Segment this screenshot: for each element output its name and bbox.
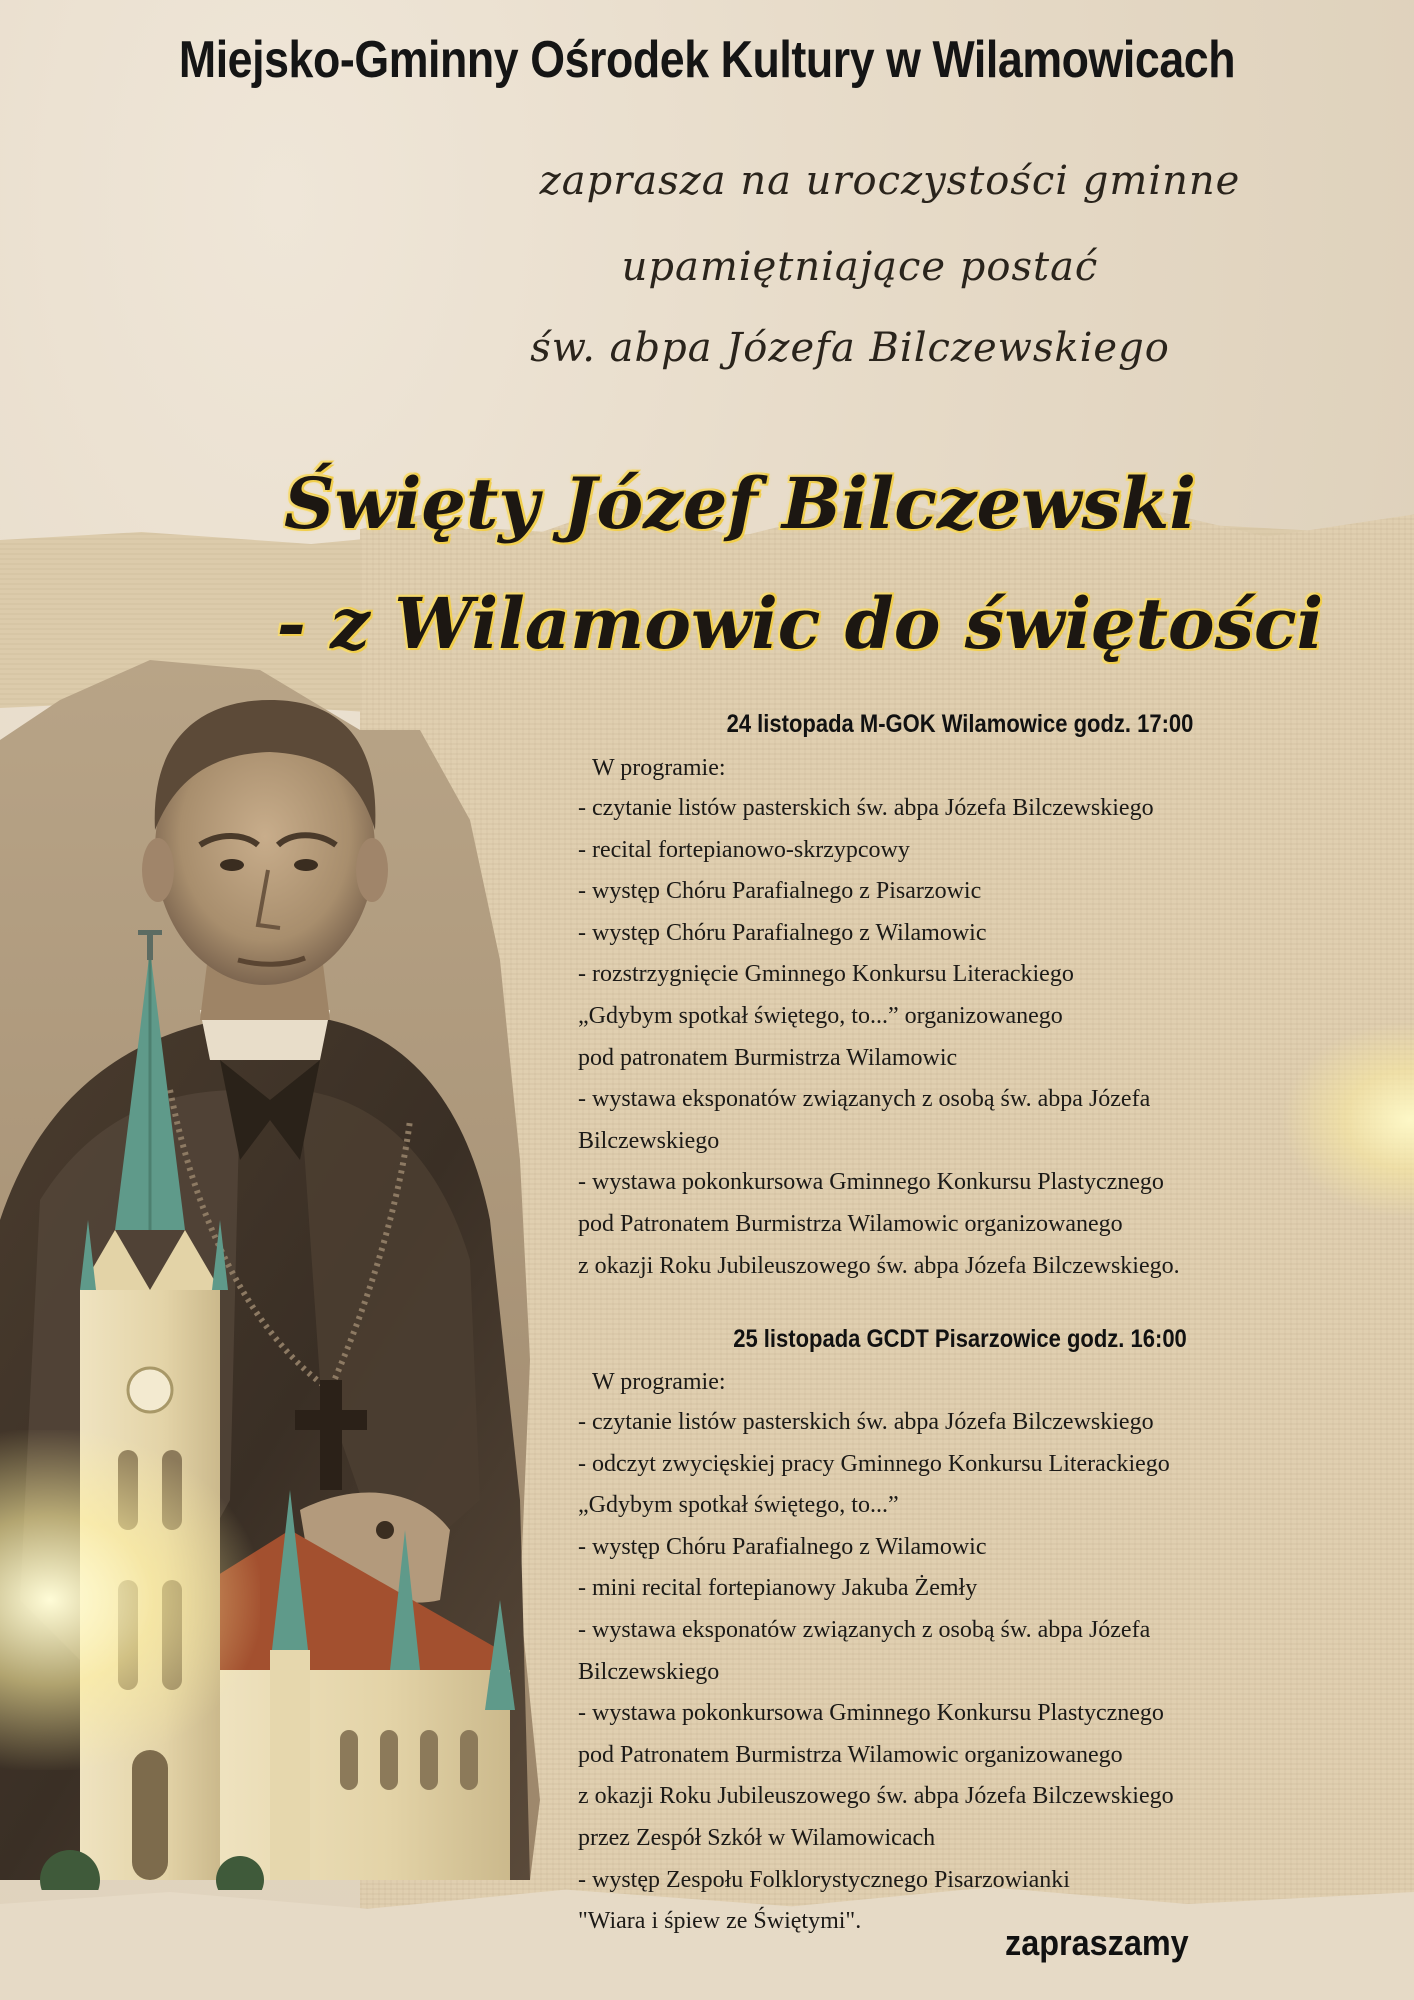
- program-item: pod Patronatem Burmistrza Wilamowic organizowanego: [578, 1210, 1123, 1237]
- program-item: przez Zespół Szkół w Wilamowicach: [578, 1824, 936, 1851]
- program-item: - występ Chóru Parafialnego z Wilamowic: [578, 919, 987, 946]
- main-title-line-1: Święty Józef Bilczewski: [284, 462, 1196, 545]
- program-item: - rozstrzygnięcie Gminnego Konkursu Literackiego: [578, 961, 1074, 988]
- program-item: pod Patronatem Burmistrza Wilamowic organizowanego: [578, 1741, 1123, 1768]
- program-item: - czytanie listów pasterskich św. abpa Józefa Bilczewskiego: [578, 1409, 1154, 1435]
- invitation-line-2: upamiętniające postać: [621, 244, 1099, 290]
- invitation-line-3: św. abpa Józefa Bilczewskiego: [530, 325, 1170, 371]
- closing-text: zapraszamy: [1005, 1922, 1189, 1963]
- program-item: „Gdybym spotkał świętego, to...”: [578, 1492, 899, 1519]
- program-item: - wystawa pokonkursowa Gminnego Konkursu Plastycznego: [578, 1700, 1164, 1727]
- event-1-program-list: [578, 788, 1398, 1287]
- program-item: Bilczewskiego: [578, 1127, 720, 1154]
- event-2-program-list: [578, 1402, 1398, 1943]
- program-item: z okazji Roku Jubileuszowego św. abpa Józefa Bilczewskiego: [578, 1783, 1174, 1810]
- program-item: pod patronatem Burmistrza Wilamowic: [578, 1044, 958, 1071]
- program-item: - występ Chóru Parafialnego z Pisarzowic: [578, 878, 982, 905]
- program-item: - występ Chóru Parafialnego z Wilamowic: [578, 1533, 987, 1560]
- event-2-header: 25 listopada GCDT Pisarzowice godz. 16:00: [733, 1325, 1187, 1353]
- event-1-header: 24 listopada M-GOK Wilamowice godz. 17:00: [726, 710, 1194, 738]
- program-item: „Gdybym spotkał świętego, to...” organizowanego: [578, 1002, 1063, 1029]
- program-item: - wystawa eksponatów związanych z osobą św. abpa Józefa: [578, 1616, 1151, 1643]
- program-item: - odczyt zwycięskiej pracy Gminnego Konkursu Literackiego: [578, 1450, 1170, 1477]
- light-glow: [0, 1430, 260, 1770]
- program-item: "Wiara i śpiew ze Świętymi".: [578, 1908, 862, 1935]
- main-title-line-2: - z Wilamowic do świętości: [276, 582, 1324, 665]
- program-item: z okazji Roku Jubileuszowego św. abpa Józefa Bilczewskiego.: [578, 1252, 1180, 1279]
- event-1-program-label: W programie:: [592, 755, 726, 781]
- program-item: - czytanie listów pasterskich św. abpa Józefa Bilczewskiego: [578, 795, 1154, 821]
- program-item: Bilczewskiego: [578, 1658, 720, 1685]
- program-item: - recital fortepianowo-skrzypcowy: [578, 836, 910, 863]
- event-2-program-label: W programie:: [592, 1369, 726, 1395]
- program-item: - występ Zespołu Folklorystycznego Pisarzowianki: [578, 1866, 1070, 1893]
- program-item: - mini recital fortepianowy Jakuba Żemły: [578, 1575, 978, 1602]
- organizer-title: Miejsko-Gminny Ośrodek Kultury w Wilamowicach: [178, 31, 1236, 89]
- program-item: - wystawa eksponatów związanych z osobą św. abpa Józefa: [578, 1086, 1151, 1113]
- program-item: - wystawa pokonkursowa Gminnego Konkursu Plastycznego: [578, 1169, 1164, 1196]
- invitation-line-1: zaprasza na uroczystości gminne: [539, 158, 1241, 204]
